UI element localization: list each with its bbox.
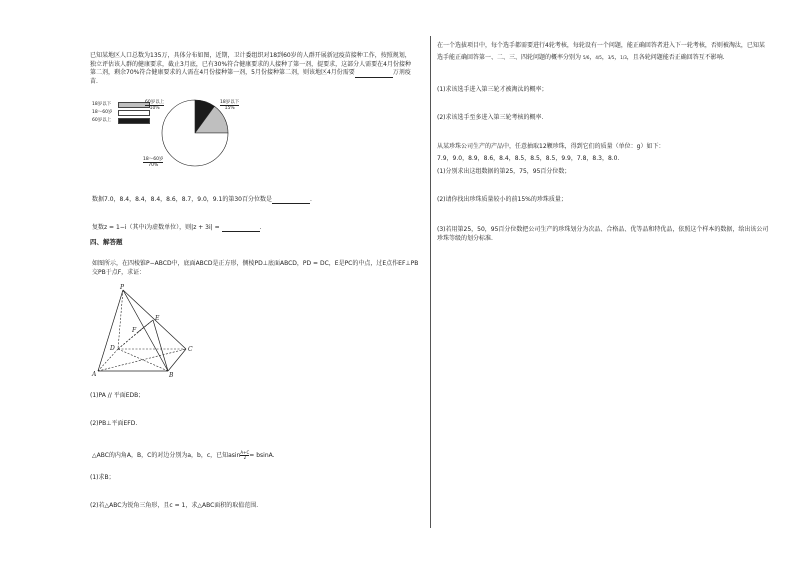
selection-question-text: 在一个选拔项目中，每个选手都需要进行4轮考核，每轮设有一个问题，能正确回答者进入下一轮考核，否则被淘汰，已知某选手能正确回答第一、二、三、四轮问题的概率分别为 — [437, 42, 765, 61]
label-B: B — [169, 372, 174, 379]
percentile-question: 数据7.0，8.4，8.4，8.4，8.6，8.7，9.0，9.1的第30百分位数是 . — [92, 196, 312, 203]
legend-label-under18: 18岁以下 — [92, 102, 112, 107]
percentile-question-text: 数据7.0，8.4，8.4，8.4，8.6，8.7，9.0，9.1的第30百分位数是 — [92, 196, 272, 203]
pie-label-over60-name: 60岁以上 — [145, 100, 165, 105]
triangle-question — [92, 451, 275, 460]
fraction-numerator: A+C — [240, 450, 250, 455]
population-question-suffix: 万剂疫苗. — [90, 69, 411, 85]
legend-label-18to60: 18～60岁 — [92, 110, 113, 115]
right-subquestion-5: (3)若用第25，50，95百分位数把公司生产的珍珠划分为次品、合格品、优等品和特优品，依照这个样本的数据，给出该公司珍珠等级的划分标准. — [437, 226, 769, 242]
column-divider — [430, 36, 431, 528]
complex-question-text: 复数z = 1−i（其中i为虚数单位），则|z + 3i| = — [92, 224, 220, 231]
selection-question-text-end: ，且各轮问题能否正确回答互不影响. — [626, 54, 725, 61]
answer-blank[interactable] — [222, 225, 260, 232]
population-question — [90, 52, 415, 86]
label-E: E — [155, 315, 160, 322]
pearl-data: 7.9，9.0，8.9，8.6，8.4，8.5，8.5，8.5，9.9，7.8，8.3，8.0. — [437, 155, 620, 162]
triangle-question-text-end: = bsinA. — [249, 452, 275, 459]
right-subquestion-2: (2)求该选手至多进入第三轮考核的概率. — [437, 114, 544, 121]
complex-question: 复数z = 1−i（其中i为虚数单位），则|z + 3i| = . — [92, 224, 262, 231]
fraction — [240, 451, 249, 460]
answer-blank[interactable] — [272, 197, 310, 204]
subquestion-3: (1)求B； — [90, 474, 115, 481]
right-subquestion-1: (1)求该选手进入第三轮才被淘汰的概率； — [437, 86, 548, 93]
pearl-question: 从某珍珠公司生产的产品中，任意抽取12颗珍珠，得到它们的质量（单位：g）如下： — [437, 143, 665, 150]
label-A: A — [92, 371, 97, 378]
pie-label-18to60-name: 18～60岁 — [143, 157, 164, 162]
legend-swatch-over60 — [118, 118, 150, 124]
pie-label-over60-pct: 10% — [149, 106, 160, 111]
subquestion-2: (2)PB⊥平面EFD. — [90, 420, 138, 427]
subquestion-4: (2)若△ABC为锐角三角形，且c = 1，求△ABC面积的取值范围. — [90, 502, 259, 509]
pyramid-figure — [90, 283, 210, 381]
section-heading: 四、解答题 — [90, 238, 123, 246]
pie-label-under18-name: 18岁以下 — [220, 100, 240, 105]
right-subquestion-4: (2)请你找出珍珠质量较小的前15%的珍珠质量； — [437, 196, 567, 203]
selection-question: 在一个选拔项目中，每个选手都需要进行4轮考核，每轮设有一个问题，能正确回答者进入下一轮考核，否则被淘汰，已知某选手能正确回答第一、二、三、四轮问题的概率分别为 5/6，4/5，3/5，1/3，且各轮问题能否正确回答互不影响. — [437, 42, 765, 61]
population-question-text: 已知某地区人口总数为135万，具体分布如图，近期，卫计委组织对18到60岁的人群开展新冠疫苗接种工作，按照规划，独立评估该人群的健康要求，截止3月底，已有30%符合健康要求的人接种了第一剂，提要求，这部分人需要在4月份接种第二剂，剩余70%符合健康要求的人需在4月份接种第一剂，5月份接种第二剂，则该地区4月份需要 — [90, 52, 411, 76]
label-D: D — [110, 345, 115, 352]
pie-label-18to60-pct: 70% — [148, 163, 159, 168]
label-F: F — [132, 327, 137, 334]
pie-label-over60 — [145, 100, 164, 111]
fraction-5-6: 5/6 — [582, 54, 590, 60]
fraction-4-5: 4/5 — [595, 54, 602, 60]
pie-label-18to60 — [143, 157, 163, 168]
pie-label-under18-pct: 15% — [224, 106, 235, 111]
legend-label-over60: 60岁以上 — [92, 118, 112, 123]
fraction-3-5: 3/5 — [607, 54, 615, 60]
label-C: C — [188, 346, 193, 353]
fraction-1-3: 1/3 — [620, 54, 627, 60]
answer-blank[interactable] — [355, 71, 393, 78]
fraction-denominator: 2 — [243, 455, 247, 460]
pyramid-question: 如图所示，在四棱锥P−ABCD中，底面ABCD是正方形，侧棱PD⊥底面ABCD，PD = DC，E是PC的中点，过E点作EF⊥PB交PB于点F，求证： — [92, 260, 419, 276]
label-P: P — [120, 284, 125, 291]
subquestion-1: (1)PA // 平面EDB； — [90, 392, 145, 399]
pie-label-under18 — [220, 100, 239, 111]
triangle-question-text: △ABC的内角A，B，C的对边分别为a，b，c，已知asin — [92, 452, 241, 459]
right-subquestion-3: (1)分别求出这组数据的第25，75，95百分位数； — [437, 168, 571, 175]
